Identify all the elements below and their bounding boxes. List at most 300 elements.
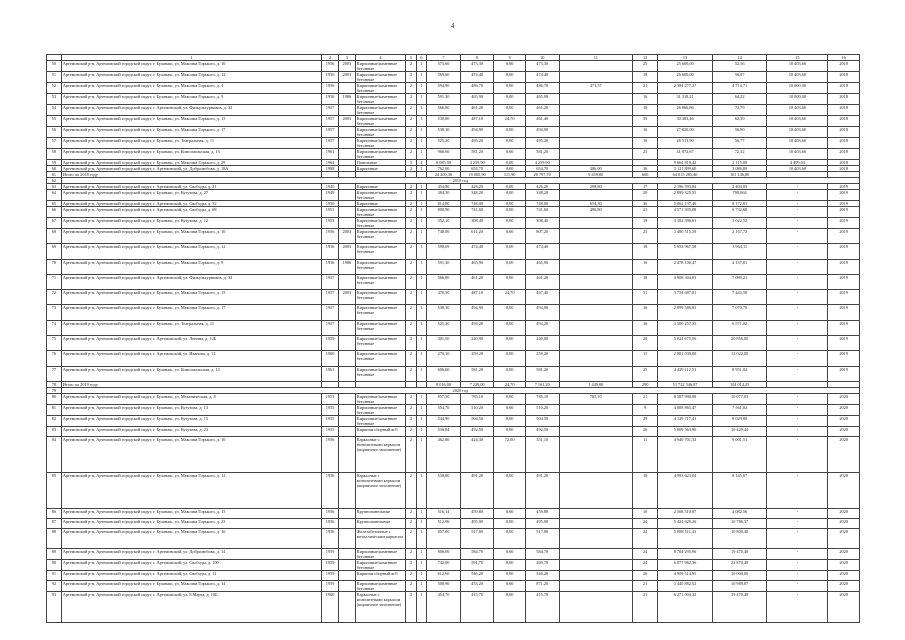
cost-cell: 5 009 563,90 xyxy=(658,426,713,436)
built-year-cell: 1956 xyxy=(322,472,339,508)
premises-area-cell: 494,20 xyxy=(460,320,494,335)
overhaul-year-cell: 2003 xyxy=(338,290,355,305)
unit-cost-cell: 3 964,11 xyxy=(712,244,767,259)
municipal-area-cell: 0,00 xyxy=(494,393,526,404)
address-cell: Артемовский р-н, Артемовский городской округ, г. Буланаш, ул. Театральная, д. 11 xyxy=(61,138,321,149)
address-cell: Артемовский р-н, Артемовский городской округ, г. Буланаш, ул. Максима Горького, д. 4 xyxy=(61,83,321,94)
residents-cell: 18 xyxy=(633,72,658,83)
overhaul-year-cell xyxy=(338,592,355,623)
entrances-cell: 1 xyxy=(416,138,427,149)
municipal-area-cell: 24,70 xyxy=(494,290,526,305)
table-row xyxy=(47,259,860,274)
row-number: 62 xyxy=(47,178,62,184)
overhaul-year-cell xyxy=(338,190,355,201)
column-number: 1 xyxy=(61,55,321,61)
municipal-area-cell: 0,00 xyxy=(494,244,526,259)
premises-area-cell: 459,80 xyxy=(460,508,494,518)
other-area-cell xyxy=(559,305,633,320)
premises-area-cell: 474,40 xyxy=(460,244,494,259)
plan-year-cell: 2019 xyxy=(828,218,860,229)
total-area-cell: 538,10 xyxy=(427,305,461,320)
table-row xyxy=(47,415,860,426)
municipal-area-cell: 0,00 xyxy=(494,415,526,426)
table-row xyxy=(47,305,860,320)
floors-cell: 2 xyxy=(406,472,417,508)
entrances-cell: 1 xyxy=(416,94,427,105)
built-year-cell: 1959 xyxy=(322,581,339,592)
table-row xyxy=(47,229,860,244)
municipal-area-cell: 0,00 xyxy=(494,518,526,528)
wall-material-cell: Каркасные с монолитными каркасом (кирпичное заполнение) xyxy=(355,592,405,623)
row-number: 88 xyxy=(47,528,62,548)
limit-cost-cell: - xyxy=(767,218,828,229)
total-area-cell: 575,60 xyxy=(427,61,461,72)
wall-material-cell: Кирпичные/каменные бетонные xyxy=(355,105,405,116)
residents-cell: 17 xyxy=(633,184,658,190)
wall-material-cell: Кирпичные/каменные бетонные xyxy=(355,351,405,366)
unit-cost-cell: 72,32 xyxy=(712,149,767,160)
cost-cell: 31 318,21 xyxy=(658,94,713,105)
limit-cost-cell: - xyxy=(767,581,828,592)
residential-area-cell: 474,40 xyxy=(525,244,559,259)
entrances-cell: 1 xyxy=(416,149,427,160)
residents-cell: 25 xyxy=(633,366,658,381)
row-number: 63 xyxy=(47,184,62,190)
limit-cost-cell: - xyxy=(767,259,828,274)
residential-area-cell: 494,90 xyxy=(525,127,559,138)
other-area-cell xyxy=(559,336,633,351)
built-year-cell: 1953 xyxy=(322,218,339,229)
overhaul-year-cell xyxy=(338,415,355,426)
row-number: 50 xyxy=(47,61,62,72)
other-area-cell xyxy=(559,518,633,528)
cost-cell: 3 480 515,59 xyxy=(658,229,713,244)
address-cell: Артемовский р-н, Артемовский городской округ, г. Артемовский, ул. Иванова, д. 12 xyxy=(61,351,321,366)
limit-cost-cell: 10 000,00 xyxy=(767,94,828,105)
built-year-cell: 1955 xyxy=(322,404,339,415)
built-year-cell: 1957 xyxy=(322,116,339,127)
overhaul-year-cell: 2003 xyxy=(338,116,355,127)
cost-cell: 8 587 990,08 xyxy=(658,393,713,404)
built-year-cell: 1957 xyxy=(322,127,339,138)
municipal-area-cell: 0,00 xyxy=(494,201,526,207)
other-area-cell xyxy=(559,472,633,508)
entrances-cell: 1 xyxy=(416,581,427,592)
table-row xyxy=(47,138,860,149)
row-number: 91 xyxy=(47,571,62,581)
other-area-cell: 654,30 xyxy=(559,201,633,207)
limit-cost-cell: - xyxy=(767,351,828,366)
built-year-cell: 1956 xyxy=(322,61,339,72)
entrances-cell: 1 xyxy=(416,259,427,274)
other-area-cell: 471,57 xyxy=(559,83,633,94)
row-number: 72 xyxy=(47,290,62,305)
residential-area-cell: 492,50 xyxy=(525,426,559,436)
residents-cell: 16 xyxy=(633,127,658,138)
floors-cell: 2 xyxy=(406,207,417,218)
entrances-cell: 1 xyxy=(416,166,427,172)
total-area-cell: 606,60 xyxy=(427,366,461,381)
premises-area-cell: 517,80 xyxy=(460,528,494,548)
cost-cell: 5 088 511,43 xyxy=(658,528,713,548)
floors-cell: 2 xyxy=(406,581,417,592)
wall-material-cell: Кирпичные/каменные бетонные xyxy=(355,83,405,94)
address-cell: Артемовский р-н, Артемовский городской округ, г. Артемовский, ул. Свободы, д. 52 xyxy=(61,201,321,207)
address-cell: Артемовский р-н, Артемовский городской округ, г. Буланаш, ул. Максима Горького, д. 17 xyxy=(61,305,321,320)
residential-area-cell: 807,20 xyxy=(525,229,559,244)
built-year-cell: 1956 xyxy=(322,244,339,259)
overhaul-year-cell xyxy=(338,437,355,473)
address-cell: Артемовский р-н, Артемовский городской округ, г. Артемовский, ул. Физкультурников, д. 32 xyxy=(61,274,321,289)
residential-area-cell: 465,90 xyxy=(525,259,559,274)
entrances-cell: 1 xyxy=(416,426,427,436)
total-area-cell: 762,00 xyxy=(427,166,461,172)
built-year-cell: 1957 xyxy=(322,305,339,320)
entrances-cell: 1 xyxy=(416,472,427,508)
table-row xyxy=(47,320,860,335)
cost-cell: 2 568 510,07 xyxy=(658,508,713,518)
limit-cost-cell: - xyxy=(767,305,828,320)
municipal-area-cell: 72,00 xyxy=(494,437,526,473)
unit-cost-cell: 7 089,21 xyxy=(712,274,767,289)
floors-cell: 2 xyxy=(406,426,417,436)
table-row xyxy=(47,351,860,366)
entrances-cell: 1 xyxy=(416,320,427,335)
residential-area-cell: 308,40 xyxy=(525,218,559,229)
plan-year-cell: 2018 xyxy=(828,72,860,83)
residential-area-cell: 269,70 xyxy=(525,560,559,571)
table-row xyxy=(47,127,860,138)
wall-material-cell: Кирпичные/каменные бетонные xyxy=(355,415,405,426)
plan-year-cell: 2018 xyxy=(828,116,860,127)
premises-area-cell: 495,20 xyxy=(460,138,494,149)
floors-cell: 2 xyxy=(406,393,417,404)
total-area-cell: 352,10 xyxy=(427,218,461,229)
premises-area-cell: 465,90 xyxy=(460,94,494,105)
municipal-area-cell: 0,00 xyxy=(494,472,526,508)
residential-area-cell: 654,70 xyxy=(525,166,559,172)
residents-cell: 21 xyxy=(633,581,658,592)
residents-cell: 24 xyxy=(633,560,658,571)
limit-cost-cell: - xyxy=(767,518,828,528)
unit-cost-cell: 3 022,52 xyxy=(712,218,767,229)
total-area-cell: 857,50 xyxy=(427,393,461,404)
premises-area-cell: 495,90 xyxy=(460,518,494,528)
residential-area-cell: 494,20 xyxy=(525,320,559,335)
residents-cell: 9 xyxy=(633,404,658,415)
plan-year-cell: 2020 xyxy=(828,560,860,571)
wall-material-cell: Кирпичные/каменные бетонные xyxy=(355,116,405,127)
built-year-cell: 1959 xyxy=(322,336,339,351)
residential-area-cell: 240,90 xyxy=(525,336,559,351)
overhaul-year-cell xyxy=(338,105,355,116)
cost-cell: 4 940 701,52 xyxy=(658,437,713,473)
total-area-cell: 591,30 xyxy=(427,94,461,105)
municipal-area-cell: 0,00 xyxy=(494,366,526,381)
entrances-cell: 1 xyxy=(416,592,427,623)
residents-cell: 25 xyxy=(633,61,658,72)
cost-cell: 4 571 305,08 xyxy=(658,207,713,218)
other-area-cell xyxy=(559,415,633,426)
column-number: 6 xyxy=(416,55,427,61)
premises-area-cell: 741,60 xyxy=(460,207,494,218)
total-area-cell: 594,90 xyxy=(427,83,461,94)
built-year-cell: 1960 xyxy=(322,592,339,623)
table-row xyxy=(47,560,860,571)
floors-cell: 2 xyxy=(406,437,417,473)
residential-area-cell: 465,90 xyxy=(525,94,559,105)
overhaul-year-cell xyxy=(338,581,355,592)
entrances-cell: 1 xyxy=(416,127,427,138)
total-area-cell: 8 016,00 xyxy=(427,381,461,387)
limit-cost-cell: - xyxy=(767,508,828,518)
plan-year-cell: 2019 xyxy=(828,351,860,366)
floors-cell: 2 xyxy=(406,404,417,415)
premises-area-cell: 584,70 xyxy=(460,549,494,560)
built-year-cell: 1956 xyxy=(322,83,339,94)
floors-cell: 2 xyxy=(406,149,417,160)
premises-area-cell: 259,20 xyxy=(460,351,494,366)
wall-material-cell: Кирпичные/каменные бетонные xyxy=(355,290,405,305)
floors-cell: 2 xyxy=(406,116,417,127)
municipal-area-cell: 0,00 xyxy=(494,72,526,83)
limit-cost-cell: - xyxy=(767,207,828,218)
municipal-area-cell: 0,00 xyxy=(494,508,526,518)
limit-cost-cell: 10 403,60 xyxy=(767,105,828,116)
residential-area-cell: 741,60 xyxy=(525,207,559,218)
built-year-cell: 1961 xyxy=(322,149,339,160)
premises-area-cell: 785,10 xyxy=(460,393,494,404)
wall-material-cell: Кирпичные/каменные бетонные xyxy=(355,244,405,259)
built-year-cell: 1957 xyxy=(322,290,339,305)
residents-cell: 20 xyxy=(633,190,658,201)
cost-cell: 5 424 629,26 xyxy=(658,518,713,528)
column-number: 10 xyxy=(525,55,559,61)
floors-cell: 2 xyxy=(406,127,417,138)
residents-cell: 25 xyxy=(633,229,658,244)
cost-cell: 41 872,67 xyxy=(658,149,713,160)
total-area-cell: 566,80 xyxy=(427,105,461,116)
wall-material-cell: Кирпичные/каменные бетонные xyxy=(355,320,405,335)
cost-cell: 2 478 100,47 xyxy=(658,259,713,274)
residents-cell: 290 xyxy=(633,381,658,387)
municipal-area-cell: 0,00 xyxy=(494,207,526,218)
unit-cost-cell: 10 786,37 xyxy=(712,518,767,528)
limit-cost-cell: 10 000,00 xyxy=(767,83,828,94)
row-number: 59 xyxy=(47,160,62,166)
row-number: 60 xyxy=(47,166,62,172)
plan-year-cell: 2020 xyxy=(828,571,860,581)
entrances-cell: 1 xyxy=(416,528,427,548)
floors-cell: 2 xyxy=(406,560,417,571)
floors-cell: 2 xyxy=(406,508,417,518)
address-cell: Артемовский р-н, Артемовский городской округ, г. Артемовский, ул. Свободы, д. 68 xyxy=(61,207,321,218)
residents-cell: 36 xyxy=(633,166,658,172)
unit-cost-cell: 798,064 xyxy=(712,190,767,201)
wall-material-cell: Кирпичные/каменные бетонные xyxy=(355,549,405,560)
residents-cell: 18 xyxy=(633,274,658,289)
premises-area-cell: 486,70 xyxy=(460,83,494,94)
residential-area-cell: 495,90 xyxy=(525,518,559,528)
table-row xyxy=(47,393,860,404)
cost-cell: 4 429 112,51 xyxy=(658,366,713,381)
unit-cost-cell: 20 856,00 xyxy=(712,336,767,351)
unit-cost-cell: 64,22 xyxy=(712,94,767,105)
wall-material-cell: Кирпичные/каменные бетонные xyxy=(355,138,405,149)
premises-area-cell: 487,10 xyxy=(460,116,494,127)
column-number: 7 xyxy=(427,55,461,61)
municipal-area-cell: 0,00 xyxy=(494,549,526,560)
wall-material-cell: Каркасные с монолитными каркасом (кирпичное заполнение) xyxy=(355,437,405,473)
table-row xyxy=(47,592,860,623)
floors-cell: 2 xyxy=(406,229,417,244)
cost-cell: 8 704 295,96 xyxy=(658,549,713,560)
residential-area-cell: 546,20 xyxy=(525,571,559,581)
overhaul-year-cell xyxy=(338,351,355,366)
other-area-cell xyxy=(559,127,633,138)
residents-cell: 10 xyxy=(633,508,658,518)
unit-cost-cell: 3 086,09 xyxy=(712,166,767,172)
other-area-cell xyxy=(559,218,633,229)
page-number: 4 xyxy=(450,22,455,30)
plan-year-cell: 2020 xyxy=(828,426,860,436)
table-row xyxy=(47,105,860,116)
other-area-cell xyxy=(559,244,633,259)
entrances-cell: 1 xyxy=(416,571,427,581)
floors-cell: 2 xyxy=(406,259,417,274)
wall-material-cell: Кирпичи сборный ж/б xyxy=(355,571,405,581)
built-year-cell: 1957 xyxy=(322,138,339,149)
other-area-cell: 9 459,00 xyxy=(559,172,633,178)
built-year-cell: 1960 xyxy=(322,351,339,366)
total-area-cell: 966,60 xyxy=(427,149,461,160)
plan-year-cell: 2020 xyxy=(828,404,860,415)
other-area-cell xyxy=(559,437,633,473)
municipal-area-cell: 0,00 xyxy=(494,127,526,138)
municipal-area-cell: 24,70 xyxy=(494,381,526,387)
address-cell: Артемовский р-н, Артемовский городской округ, г. Буланаш, ул. Кутузова, д. 15 xyxy=(61,415,321,426)
plan-year-cell: 2019 xyxy=(828,184,860,190)
column-number: 3 xyxy=(338,55,355,61)
municipal-area-cell: 0,00 xyxy=(494,218,526,229)
wall-material-cell: Каркасные с монолитными каркасом (кирпичное заполнение) xyxy=(355,472,405,508)
column-number: 16 xyxy=(828,55,860,61)
total-area-cell: 270,10 xyxy=(427,351,461,366)
address-cell: Артемовский р-н, Артемовский городской округ, г. Артемовский, ул. Свободы, д. 11 xyxy=(61,571,321,581)
table-row xyxy=(47,94,860,105)
table-row xyxy=(47,426,860,436)
cost-cell: 26 866,86 xyxy=(658,105,713,116)
other-area-cell xyxy=(559,351,633,366)
other-area-cell xyxy=(559,366,633,381)
municipal-area-cell: 0,00 xyxy=(494,105,526,116)
row-number: 54 xyxy=(47,105,62,116)
entrances-cell: 1 xyxy=(416,244,427,259)
row-number: 92 xyxy=(47,581,62,592)
residential-area-cell: 467,40 xyxy=(525,290,559,305)
limit-cost-cell: - xyxy=(767,190,828,201)
plan-year-cell: 2018 xyxy=(828,61,860,72)
address-cell: Артемовский р-н, Артемовский городской округ, г. Буланаш, ул. Максима Горького, д. 29 xyxy=(61,160,321,166)
municipal-area-cell: 0,00 xyxy=(494,138,526,149)
floors-cell: 2 xyxy=(406,592,417,623)
wall-material-cell: Кирпичные/каменные бетонные xyxy=(355,61,405,72)
wall-material-cell: Кирпичные/каменные бетонные xyxy=(355,259,405,274)
entrances-cell: 1 xyxy=(416,549,427,560)
municipal-area-cell: 0,00 xyxy=(494,320,526,335)
plan-year-cell: 2018 xyxy=(828,138,860,149)
entrances-cell: 1 xyxy=(416,229,427,244)
floors-cell: 2 xyxy=(406,61,417,72)
limit-cost-cell: - xyxy=(767,184,828,190)
residents-cell: 18 xyxy=(633,472,658,508)
plan-year-cell: 2020 xyxy=(828,528,860,548)
floors-cell: 2 xyxy=(406,518,417,528)
unit-cost-cell: 7 443,50 xyxy=(712,290,767,305)
overhaul-year-cell xyxy=(338,127,355,138)
municipal-area-cell: 0,00 xyxy=(494,61,526,72)
residents-cell: 18 xyxy=(633,105,658,116)
residential-area-cell: 581,20 xyxy=(525,366,559,381)
table-row xyxy=(47,190,860,201)
premises-area-cell: 581,20 xyxy=(460,366,494,381)
built-year-cell: 1945 xyxy=(322,184,339,190)
premises-area-cell: 308,40 xyxy=(460,218,494,229)
overhaul-year-cell xyxy=(338,207,355,218)
row-number: 53 xyxy=(47,94,62,105)
cost-cell: 2 899 325,55 xyxy=(658,190,713,201)
plan-year-cell: 2020 xyxy=(828,518,860,528)
limit-cost-cell: - xyxy=(767,404,828,415)
limit-cost-cell: - xyxy=(767,437,828,473)
municipal-area-cell: 111,90 xyxy=(494,172,526,178)
total-area-cell: 742,00 xyxy=(427,560,461,571)
total-area-cell: 857,00 xyxy=(427,528,461,548)
municipal-area-cell: 0,00 xyxy=(494,581,526,592)
total-area-cell: 566,80 xyxy=(427,274,461,289)
built-year-cell: 1957 xyxy=(322,105,339,116)
cost-cell: 30 383,46 xyxy=(658,116,713,127)
plan-year-cell: 2018 xyxy=(828,127,860,138)
entrances-cell: 1 xyxy=(416,83,427,94)
plan-year-cell: 2018 xyxy=(828,160,860,166)
municipal-area-cell: 0,00 xyxy=(494,83,526,94)
residential-area-cell: 494,90 xyxy=(525,305,559,320)
year-heading: 2019 год xyxy=(61,178,859,184)
residents-cell: 36 xyxy=(633,201,658,207)
other-area-cell xyxy=(559,116,633,127)
total-area-cell: 454,70 xyxy=(427,592,461,623)
built-year-cell: 1950 xyxy=(322,201,339,207)
wall-material-cell: Кирпичные/каменные бетонные xyxy=(355,72,405,83)
residents-cell: 16 xyxy=(633,320,658,335)
column-number: 11 xyxy=(559,55,633,61)
floors-cell: 2 xyxy=(406,571,417,581)
cost-cell: 4 909 514,95 xyxy=(658,571,713,581)
address-cell: Артемовский р-н, Артемовский городской округ, г. Буланаш, ул. Максима Горького, д. 9 xyxy=(61,94,321,105)
cost-cell: 5 062 137,40 xyxy=(658,201,713,207)
row-number: 84 xyxy=(47,437,62,473)
built-year-cell: 1961 xyxy=(322,366,339,381)
municipal-area-cell: 0,00 xyxy=(494,149,526,160)
cost-cell: 2 196 593,84 xyxy=(658,184,713,190)
table-row xyxy=(47,528,860,548)
limit-cost-cell: 10 403,60 xyxy=(767,61,828,72)
plan-year-cell: 2019 xyxy=(828,305,860,320)
municipal-area-cell: 0,00 xyxy=(494,259,526,274)
overhaul-year-cell xyxy=(338,571,355,581)
wall-material-cell: Кирпичные/каменные бетонные xyxy=(355,207,405,218)
